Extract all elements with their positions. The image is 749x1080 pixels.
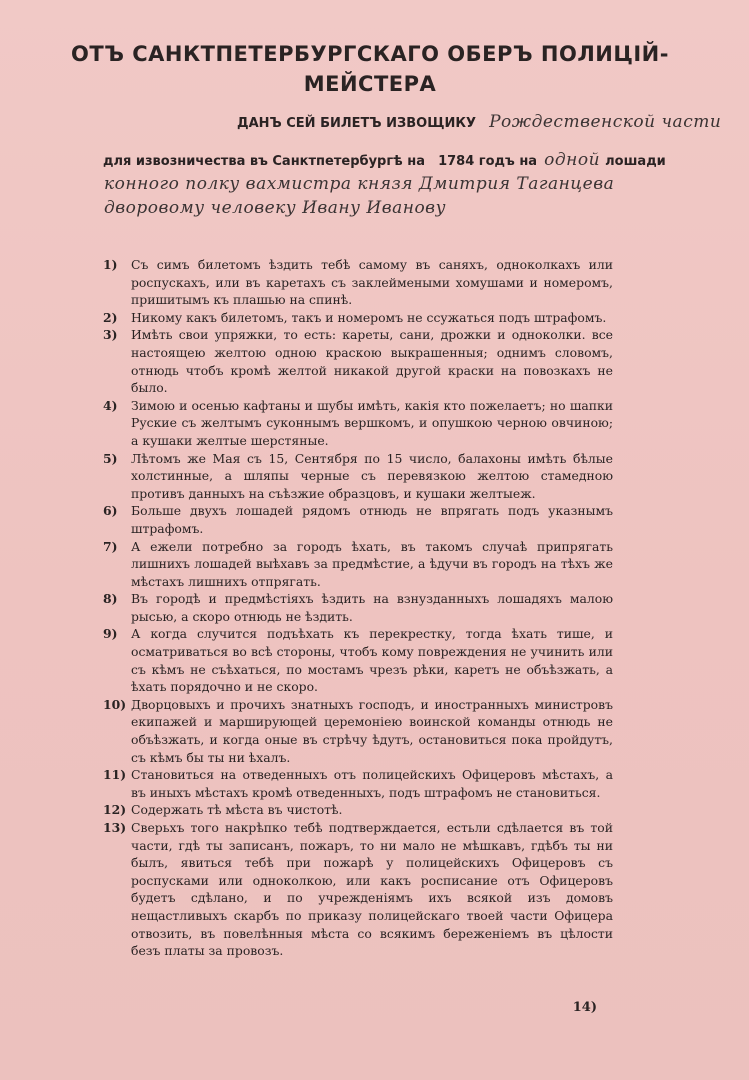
regulation-number: 12) [103, 802, 127, 818]
regulation-text: Сверьхъ того накрѣпко тебѣ подтверждается, естьли сдѣлается въ той части, гдѣ ты записанъ, пожаръ, то ни мало не мѣшкавъ, гдѣбъ ты ни былъ, явиться тебѣ при пожарѣ у полицейскихъ Офицеровъ съ роспусками или одноколкою, или какъ росписание отъ Офицеровъ будетъ сдѣлано, и по учрежденіямъ ихъ всякой изъ домовъ нещастливыхъ скарбъ по приказу полицейскаго твоей части Офицера отвозить, въ повелѣнныя мѣста со всякимъ береженіемъ въ цѣлости безъ платы за провозъ. [131, 820, 613, 959]
regulation-item [103, 766, 613, 801]
regulation-number: 9) [103, 626, 118, 642]
document-title-line1: ОТЪ САНКТПЕТЕРБУРГСКАГО ОБЕРЪ ПОЛИЦІЙ- [71, 42, 669, 66]
regulation-number: 4) [103, 397, 118, 413]
purpose-text: для извозничества въ Санктпетербургѣ на [103, 154, 425, 169]
regulation-number: 10) [103, 696, 127, 712]
regulation-text: Лѣтомъ же Мая съ 15, Сентября по 15 число, балахоны имѣть бѣлые холстинные, а шляпы черные съ перевязкою желтою стамедною противъ данныхъ на съѣзжие образцовъ, и кушаки желтыеж. [131, 450, 613, 501]
regulation-item [103, 801, 613, 819]
regulation-text: Зимою и осенью кафтаны и шубы имѣть, какія кто пожелаетъ; но шапки Руские съ желтымъ суконнымъ вершкомъ, и опушкою черною овчиною; а кушаки желтые шерстяные. [131, 397, 613, 448]
regulation-text: Больше двухъ лошадей рядомъ отнюдь не впрягать подъ указнымъ штрафомъ. [131, 503, 613, 536]
regulation-number: 5) [103, 450, 118, 466]
regulation-number: 7) [103, 538, 118, 554]
horse-text: лошади [605, 154, 666, 169]
regulation-text: Съ симъ билетомъ ѣздить тебѣ самому въ саняхъ, одноколкахъ или роспускахъ, или въ каретахъ съ заклеймеными хомушами и номеромъ, пришитымъ къ плашью на спинѣ. [131, 257, 613, 308]
regulation-item [103, 326, 613, 396]
regulations-list [103, 256, 613, 960]
regulation-number: 3) [103, 327, 118, 343]
regulation-item [103, 590, 613, 625]
regulation-item [103, 502, 613, 537]
issued-text: ДАНЪ СЕЙ БИЛЕТЪ ИЗВОЩИКУ [237, 116, 476, 131]
regulation-item [103, 819, 613, 960]
catchword: 14) [572, 1000, 597, 1015]
issued-line [237, 112, 721, 132]
regulation-item [103, 309, 613, 327]
year-text: 1784 годъ на [438, 154, 538, 169]
regulation-text: Никому какъ билетомъ, такъ и номеромъ не ссужаться подъ штрафомъ. [131, 309, 607, 325]
regulation-number: 13) [103, 820, 127, 835]
regulation-number: 8) [103, 591, 118, 607]
regulation-text: А ежели потребно за городъ ѣхать, въ такомъ случаѣ припрягать лишнихъ лошадей выѣхавъ за предмѣстие, а ѣдучи въ городъ на тѣхъ же мѣстахъ лишнихъ отпрягать. [131, 538, 613, 589]
regulation-text: Имѣть свои упряжки, то есть: кареты, сани, дрожки и одноколки. все настоящею желтою одною краскою выкрашенныя; однимъ словомъ, отнюдь чтобъ кромѣ желтой никакой другой краски на повозкахъ не было. [131, 327, 613, 396]
regulation-number: 2) [103, 309, 118, 325]
horse-count-handwriting: одной [544, 150, 601, 170]
regulation-number: 6) [103, 503, 118, 519]
document-title-line2: МЕЙСТЕРА [303, 72, 437, 96]
regulation-number: 1) [103, 257, 118, 272]
purpose-line [103, 150, 666, 170]
regulation-text: Содержать тѣ мѣста въ чистотѣ. [131, 802, 343, 818]
regulation-item [103, 256, 613, 309]
owner-handwriting-line1: конного полку вахмистра князя Дмитрия Таганцева [104, 174, 615, 194]
regulation-text: А когда случится подъѣхать къ перекрестку, тогда ѣхать тише, и осматриваться во всѣ стороны, чтобъ кому повреждения не учинить или съ кѣмъ не съѣхаться, по мостамъ чрезъ рѣки, каретъ не объѣзжать, а ѣхать порядочно и не скоро. [131, 626, 613, 695]
regulation-item [103, 625, 613, 695]
regulation-item [103, 397, 613, 450]
regulation-item [103, 538, 613, 591]
regulation-text: Становиться на отведенныхъ отъ полицейскихъ Офицеровъ мѣстахъ, а въ иныхъ мѣстахъ кромѣ отведенныхъ, подъ штрафомъ не становиться. [131, 767, 613, 800]
owner-handwriting-line2: дворовому человеку Ивану Иванову [104, 198, 446, 218]
issued-handwriting: Рождественской части [489, 112, 722, 132]
regulation-item [103, 696, 613, 766]
regulation-text: Въ городѣ и предмѣстіяхъ ѣздить на взнузданныхъ лошадяхъ малою рысью, а скоро отнюдь не ѣздить. [131, 591, 613, 624]
regulation-item [103, 450, 613, 503]
regulation-number: 11) [103, 767, 127, 783]
regulation-text: Дворцовыхъ и прочихъ знатныхъ господъ, и иностранныхъ министровъ екипажей и марширующей церемоніею воинской команды отнюдь не объѣзжать, и когда оные въ стрѣчу ѣдутъ, остановиться пока пройдутъ, съ кѣмъ бы ты ни ѣхалъ. [131, 696, 613, 765]
